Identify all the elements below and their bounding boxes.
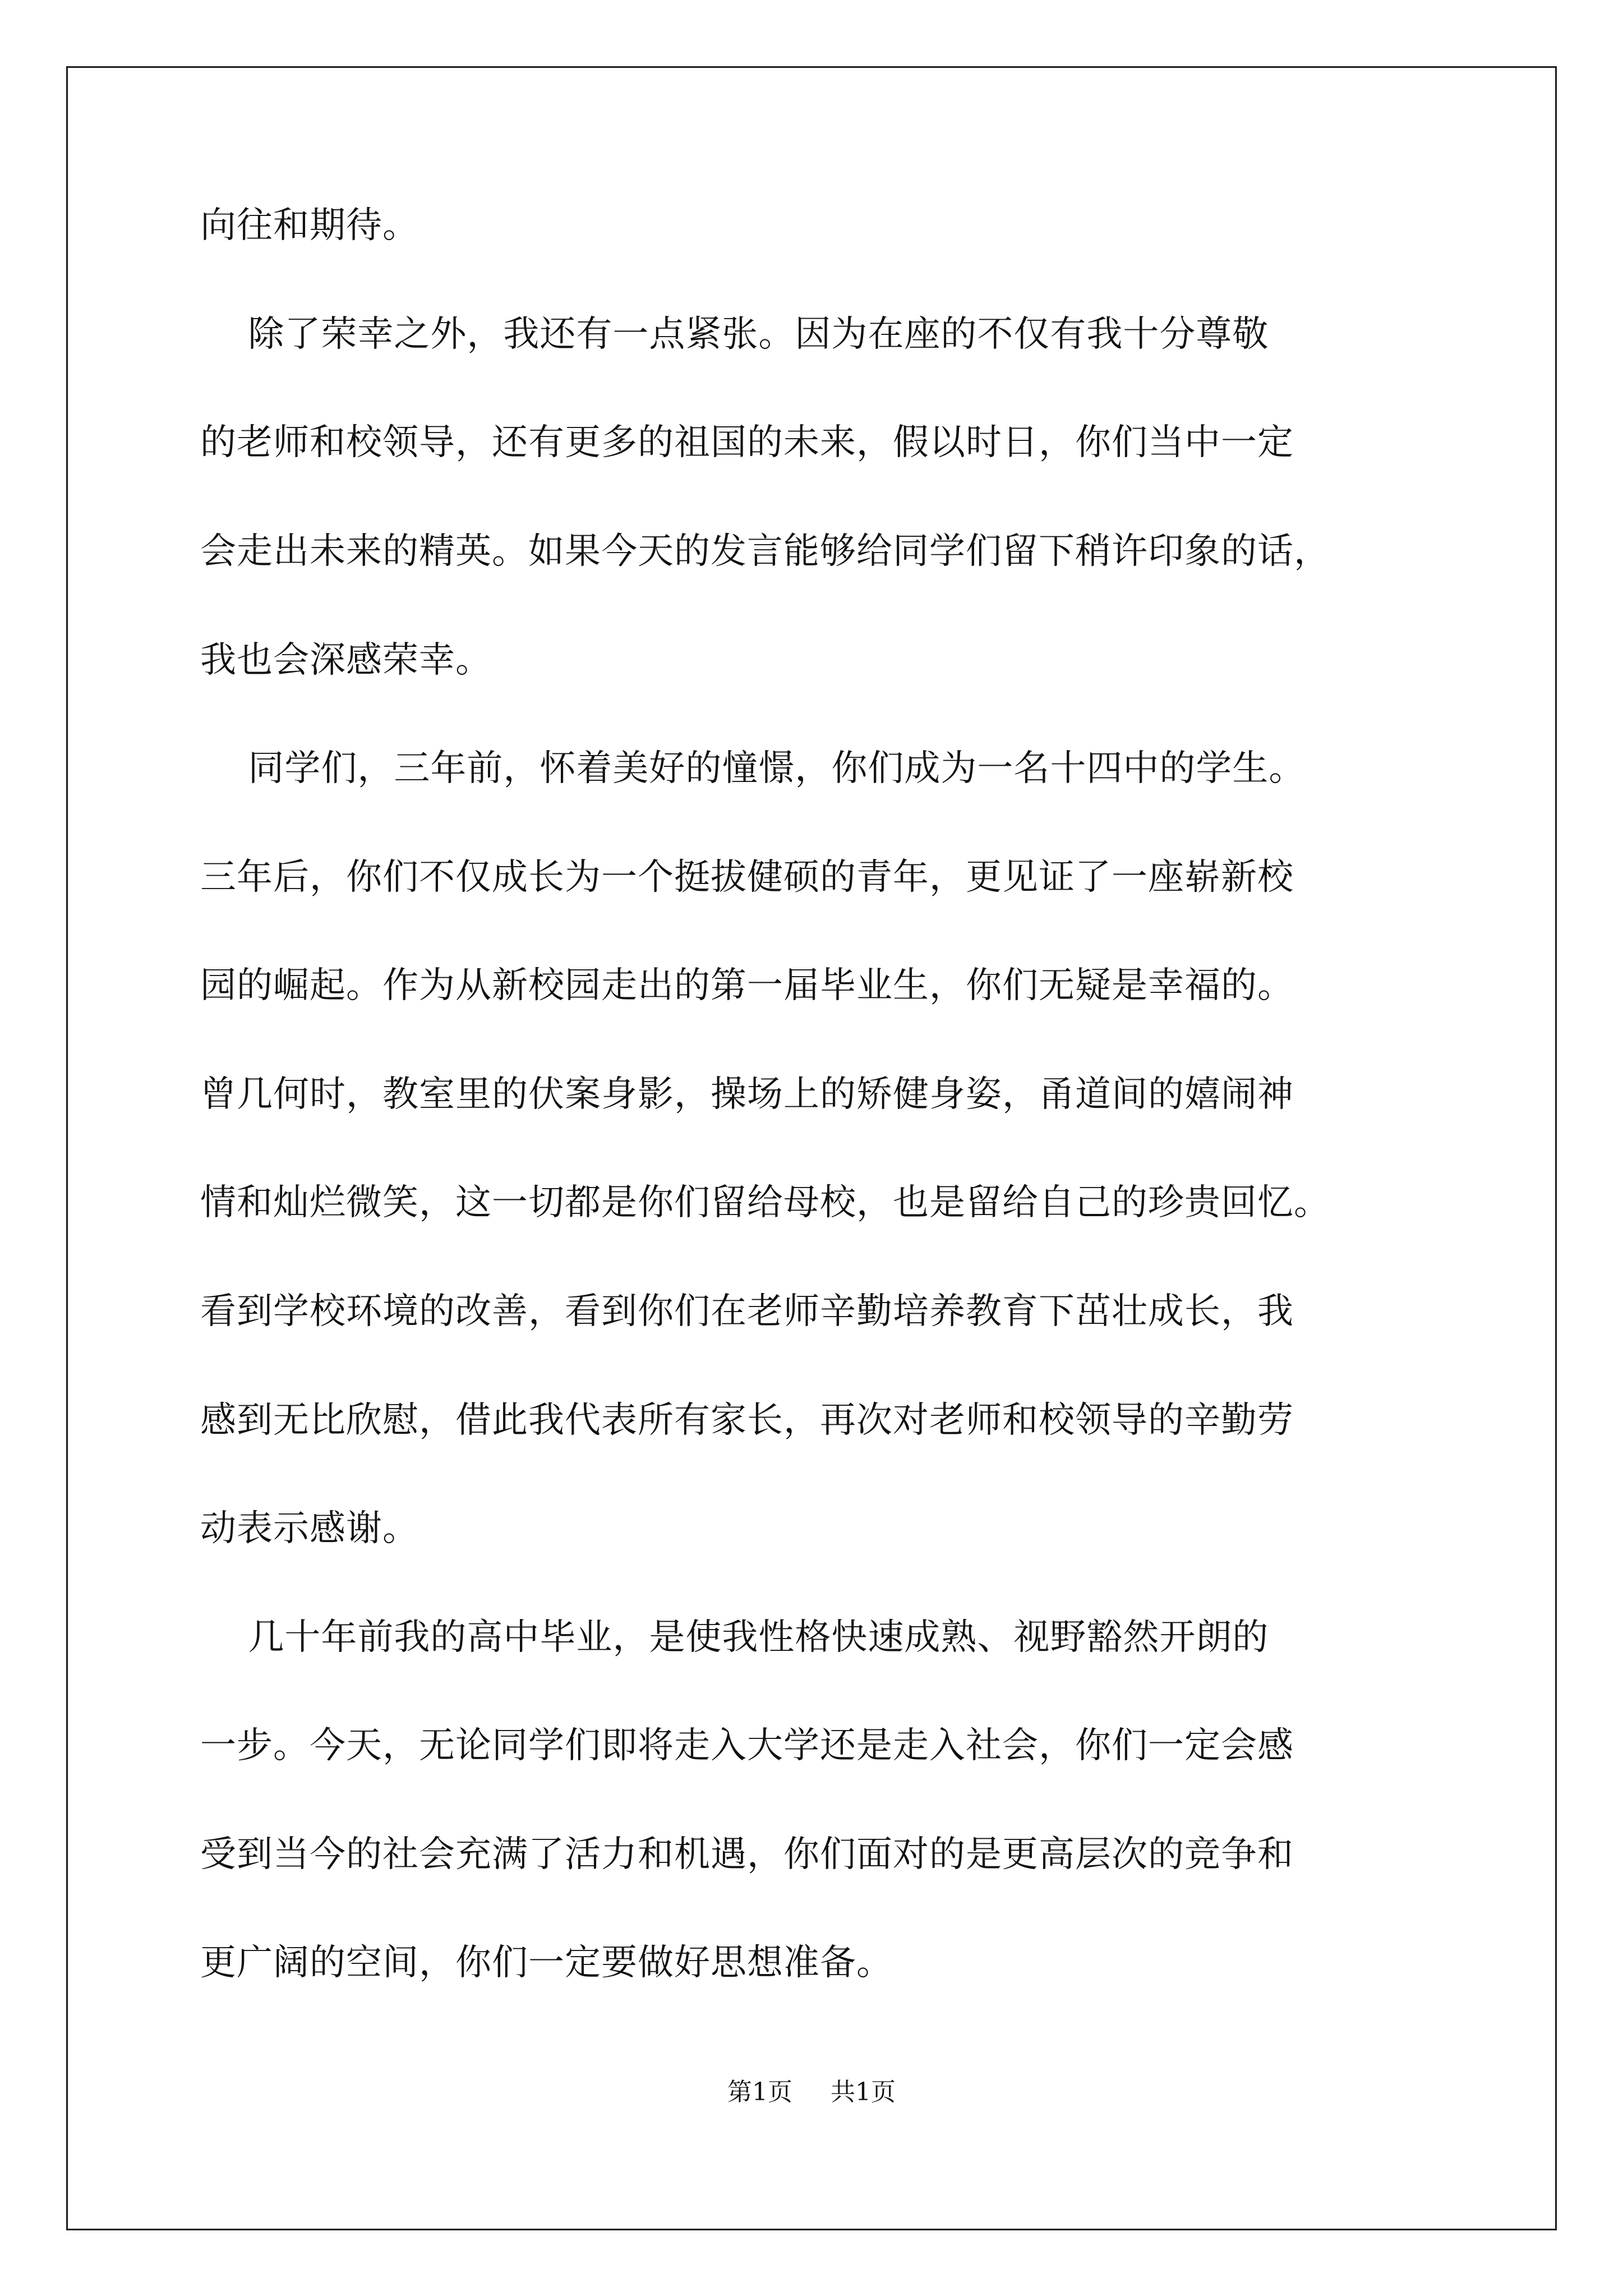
text-line: 三年后，你们不仅成长为一个挺拔健硕的青年，更见证了一座崭新校 (200, 857, 1294, 898)
text-line: 动表示感谢。 (200, 1508, 419, 1549)
text-line: 情和灿烂微笑，这一切都是你们留给母校，也是留给自己的珍贵回忆。 (200, 1182, 1330, 1223)
text-line: 曾几何时，教室里的伏案身影，操场上的矫健身姿，甬道间的嬉闹神 (200, 1074, 1294, 1115)
text-line: 向往和期待。 (200, 205, 419, 246)
text-line: 几十年前我的高中毕业，是使我性格快速成熟、视野豁然开朗的 (200, 1617, 1269, 1658)
text-line: 更广阔的空间，你们一定要做好思想准备。 (200, 1942, 893, 1984)
text-line: 受到当今的社会充满了活力和机遇，你们面对的是更高层次的竞争和 (200, 1834, 1294, 1875)
page-number-current: 第1页 (727, 2078, 792, 2106)
text-line: 除了荣幸之外，我还有一点紧张。因为在座的不仅有我十分尊敬 (200, 314, 1269, 355)
text-line: 会走出未来的精英。如果今天的发言能够给同学们留下稍许印象的话， (200, 531, 1330, 572)
text-line: 我也会深感荣幸。 (200, 639, 492, 681)
text-line: 感到无比欣慰，借此我代表所有家长，再次对老师和校领导的辛勤劳 (200, 1400, 1294, 1441)
text-line: 的老师和校领导，还有更多的祖国的未来，假以时日，你们当中一定 (200, 422, 1294, 463)
text-line: 一步。今天，无论同学们即将走入大学还是走入社会，你们一定会感 (200, 1725, 1294, 1766)
page-border (66, 66, 1557, 2230)
text-line: 园的崛起。作为从新校园走出的第一届毕业生，你们无疑是幸福的。 (200, 965, 1294, 1006)
page-footer (0, 2077, 1623, 2108)
page-number-total: 共1页 (831, 2078, 896, 2106)
text-line: 看到学校环境的改善，看到你们在老师辛勤培养教育下茁壮成长，我 (200, 1291, 1294, 1332)
text-line: 同学们，三年前，怀着美好的憧憬，你们成为一名十四中的学生。 (200, 748, 1306, 789)
